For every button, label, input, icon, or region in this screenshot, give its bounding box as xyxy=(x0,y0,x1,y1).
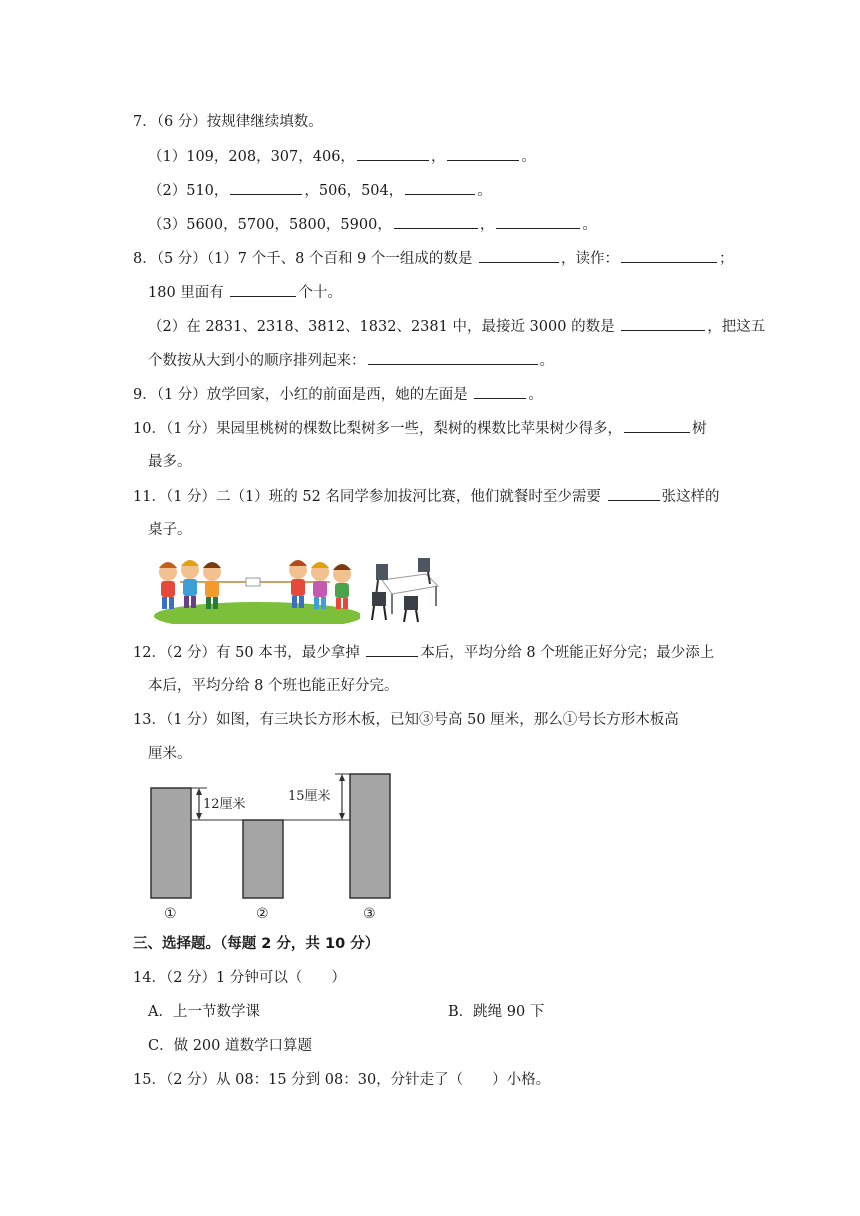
q11-text: 11．（1 分）二（1）班的 52 名同学参加拔河比赛，他们就餐时至少需要 xyxy=(133,489,606,505)
q7-part2-text: （2）510， xyxy=(148,183,229,199)
label-15cm: 15厘米 xyxy=(288,789,331,804)
answer-blank[interactable] xyxy=(230,282,296,297)
answer-blank[interactable] xyxy=(366,642,418,657)
q7-part3-text: （3）5600，5700，5800，5900， xyxy=(148,217,392,233)
q10-text: 10．（1 分）果园里桃树的棵数比梨树多一些，梨树的棵数比苹果树少得多， xyxy=(133,421,623,437)
board-2-label: ② xyxy=(256,906,269,922)
answer-blank[interactable] xyxy=(357,146,429,161)
answer-blank[interactable] xyxy=(368,350,538,365)
q13-line1: 13．（1 分）如图，有三块长方形木板，已知③号高 50 厘米，那么①号长方形木板高 xyxy=(133,712,679,728)
q8-line3 xyxy=(148,316,765,337)
q14-stem: 14．（2 分）1 分钟可以（ ） xyxy=(133,970,346,986)
q8-line4 xyxy=(148,350,554,371)
board-1 xyxy=(151,788,191,898)
q10-text: 树 xyxy=(692,421,707,437)
child-figure xyxy=(159,562,177,609)
dining-table-icon xyxy=(368,552,442,624)
q8-text: ，把这五 xyxy=(707,319,766,335)
q7-part1-text: （1）109，208，307，406， xyxy=(148,149,355,165)
q7-part2-text-b: ，506，504， xyxy=(304,183,404,199)
answer-blank[interactable] xyxy=(608,486,660,501)
answer-blank[interactable] xyxy=(394,214,478,229)
section-title: 三、选择题。（每题 2 分，共 10 分） xyxy=(133,936,380,952)
q11-text: 张这样的 xyxy=(661,489,720,505)
q8-text: 8．（5 分）（1）7 个千、8 个百和 9 个一组成的数是 xyxy=(133,251,478,267)
answer-blank[interactable] xyxy=(621,248,717,263)
answer-blank[interactable] xyxy=(474,384,526,399)
q12-text: 本后，平均分给 8 个班能正好分完；最少添上 xyxy=(420,645,715,661)
period: 。 xyxy=(582,217,597,233)
board-3 xyxy=(350,774,390,898)
q9-text: 9．（1 分）放学回家，小红的前面是西，她的左面是 xyxy=(133,387,473,403)
q12-line1 xyxy=(133,642,714,663)
answer-blank[interactable] xyxy=(496,214,580,229)
q12-text: 12．（2 分）有 50 本书，最少拿掉 xyxy=(133,645,365,661)
period: 。 xyxy=(521,149,536,165)
q10-line2: 最多。 xyxy=(148,454,192,470)
q11-line2: 桌子。 xyxy=(148,522,192,538)
q7-part1 xyxy=(148,146,536,167)
board-3-label: ③ xyxy=(363,906,376,922)
q8-text: 个数按从大到小的顺序排列起来： xyxy=(148,353,366,369)
period: 。 xyxy=(477,183,492,199)
answer-blank[interactable] xyxy=(479,248,559,263)
q7-stem: 7．（6 分）按规律继续填数。 xyxy=(133,114,323,130)
q8-text: 180 里面有 xyxy=(148,285,229,301)
q11-line1 xyxy=(133,486,720,507)
answer-blank[interactable] xyxy=(405,180,475,195)
q13-line2: 厘米。 xyxy=(148,746,192,762)
q7-part3 xyxy=(148,214,597,235)
q8-text: ，读作： xyxy=(561,251,620,267)
q15-stem: 15．（2 分）从 08：15 分到 08：30，分针走了（ ）小格。 xyxy=(133,1072,551,1088)
tug-of-war-illustration xyxy=(150,552,360,624)
q14-option-a[interactable]: A．上一节数学课 xyxy=(148,1004,260,1020)
q8-text: 个十。 xyxy=(298,285,342,301)
q9-text: 。 xyxy=(528,387,543,403)
answer-blank[interactable] xyxy=(230,180,302,195)
q8-text: ； xyxy=(719,251,734,267)
board-1-label: ① xyxy=(164,906,177,922)
q14-option-b[interactable]: B．跳绳 90 下 xyxy=(448,1004,545,1020)
q9-line xyxy=(133,384,543,405)
q8-line1 xyxy=(133,248,734,269)
q12-line2: 本后，平均分给 8 个班也能正好分完。 xyxy=(148,678,399,694)
q8-text: 。 xyxy=(539,353,554,369)
wooden-boards-diagram xyxy=(145,770,395,922)
answer-blank[interactable] xyxy=(621,316,705,331)
q10-line1 xyxy=(133,418,707,439)
q8-text: （2）在 2831、2318、3812、1832、2381 中，最接近 3000 的数是 xyxy=(148,319,620,335)
label-12cm: 12厘米 xyxy=(203,797,246,812)
q8-line2 xyxy=(148,282,342,303)
separator: ， xyxy=(430,149,446,165)
separator: ， xyxy=(479,217,495,233)
answer-blank[interactable] xyxy=(447,146,519,161)
q7-part2 xyxy=(148,180,492,201)
board-2 xyxy=(243,820,283,898)
answer-blank[interactable] xyxy=(624,418,690,433)
q14-option-c[interactable]: C．做 200 道数学口算题 xyxy=(148,1038,312,1054)
